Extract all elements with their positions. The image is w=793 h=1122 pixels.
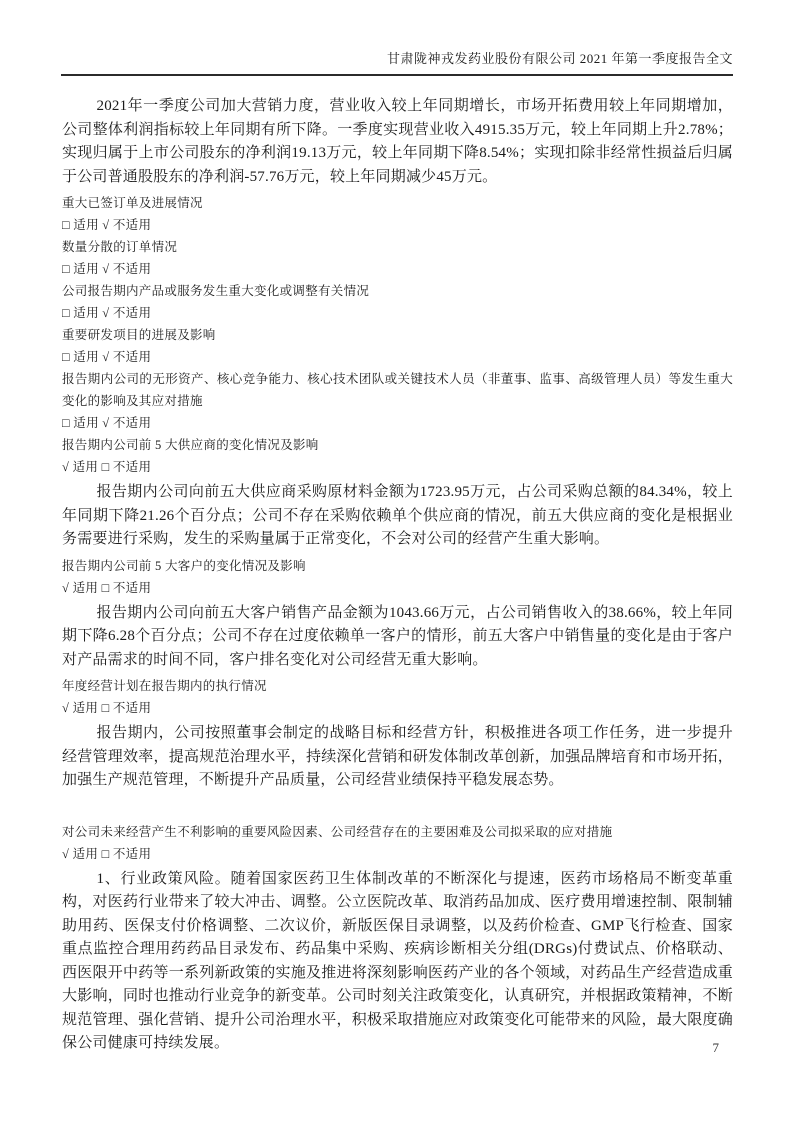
applicability-line: □ 适用 √ 不适用 bbox=[62, 350, 152, 364]
body-paragraph: 报告期内公司向前五大供应商采购原材料金额为1723.95万元，占公司采购总额的84.34%，较上年同期下降21.26个百分点；公司不存在采购依赖单个供应商的情况，前五大供应商的变化是根据业务需要进行采购，发生的采购量属于正常变化，不会对公司的经营产生重大影响。 bbox=[62, 484, 733, 547]
section-label: 报告期内公司前 5 大供应商的变化情况及影响 bbox=[62, 438, 319, 452]
report-title: 甘肃陇神戎发药业股份有限公司 2021 年第一季度报告全文 bbox=[386, 51, 733, 66]
page-header bbox=[61, 48, 733, 76]
document-content bbox=[62, 92, 733, 1059]
section-label: 对公司未来经营产生不利影响的重要风险因素、公司经营存在的主要困难及公司拟采取的应对措施 bbox=[62, 824, 613, 839]
body-paragraph: 报告期内公司向前五大客户销售产品金额为1043.66万元，占公司销售收入的38.66%，较上年同期下降6.28个百分点；公司不存在过度依赖单一客户的情形，前五大客户中销售量的变化是由于客户对产品需求的时间不同，客户排名变化对公司经营无重大影响。 bbox=[62, 604, 733, 668]
applicability-line: □ 适用 √ 不适用 bbox=[62, 416, 152, 430]
applicability-line: √ 适用 □ 不适用 bbox=[62, 701, 152, 715]
applicability-line: √ 适用 □ 不适用 bbox=[62, 460, 152, 474]
section-label: 公司报告期内产品或服务发生重大变化或调整有关情况 bbox=[62, 284, 370, 298]
applicability-line: □ 适用 √ 不适用 bbox=[62, 262, 152, 276]
section-label: 报告期内公司的无形资产、核心竞争能力、核心技术团队或关键技术人员（非董事、监事、高级管理人员）等发生重大变化的影响及其应对措施 bbox=[62, 372, 733, 408]
applicability-line: □ 适用 √ 不适用 bbox=[62, 218, 152, 232]
applicability-line: √ 适用 □ 不适用 bbox=[62, 846, 152, 861]
page-footer bbox=[713, 1040, 720, 1056]
body-paragraph: 报告期内，公司按照董事会制定的战略目标和经营方针，积极推进各项工作任务，进一步提升经营管理效率，提高规范治理水平，持续深化营销和研发体制改革创新，加强品牌培育和市场开拓，加强生产规范管理，不断提升产品质量，公司经营业绩保持平稳发展态势。 bbox=[62, 725, 733, 788]
body-paragraph: 2021年一季度公司加大营销力度，营业收入较上年同期增长，市场开拓费用较上年同期增加，公司整体利润指标较上年同期有所下降。一季度实现营业收入4915.35万元，较上年同期上升2.78%；实现归属于上市公司股东的净利润19.13万元，较上年同期下降8.54%；实现扣除非经常性损益后归属于公司普通股股东的净利润-57.76万元，较上年同期减少45万元。 bbox=[62, 98, 733, 185]
applicability-line: □ 适用 √ 不适用 bbox=[62, 306, 152, 320]
applicability-line: √ 适用 □ 不适用 bbox=[62, 580, 152, 595]
section-label: 报告期内公司前 5 大客户的变化情况及影响 bbox=[62, 558, 306, 573]
section-label: 年度经营计划在报告期内的执行情况 bbox=[62, 679, 267, 693]
section-label: 重大已签订单及进展情况 bbox=[62, 196, 203, 210]
section-label: 数量分散的订单情况 bbox=[62, 240, 178, 254]
body-paragraph: 1、行业政策风险。随着国家医药卫生体制改革的不断深化与提速，医药市场格局不断变革重构，对医药行业带来了较大冲击、调整。公立医院改革、取消药品加成、医疗费用增速控制、限制辅助用药、医保支付价格调整、二次议价，新版医保目录调整，以及药价检查、GMP飞行检查、国家重点监控合理用药药品目录发布、药品集中采购、疾病诊断相关分组(DRGs)付费试点、价格联动、西医限开中药等一系列新政策的实施及推进将深刻影响医药产业的各个领域，对药品生产经营造成重大影响，同时也推动行业竞争的新变革。公司时刻关注政策变化，认真研究，并根据政策精神，不断规范管理、强化营销、提升公司治理水平，积极采取措施应对政策变化可能带来的风险，最大限度确保公司健康可持续发展。 bbox=[62, 870, 733, 1051]
section-label: 重要研发项目的进展及影响 bbox=[62, 328, 216, 342]
page-number: 7 bbox=[712, 1040, 719, 1055]
